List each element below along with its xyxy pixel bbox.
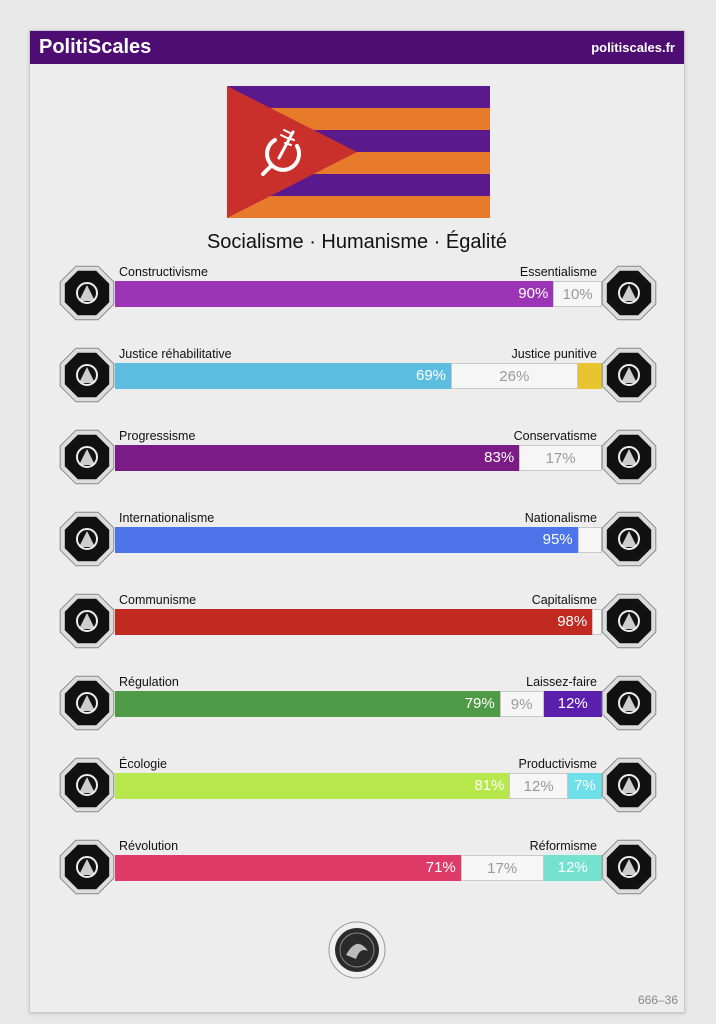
axis-row [30, 757, 684, 817]
quill-icon [599, 427, 659, 487]
left-score-segment [115, 527, 578, 553]
axis-left-label: Régulation [119, 675, 179, 689]
axis-left-label: Progressisme [119, 429, 196, 443]
tree-icon [599, 263, 659, 323]
axis-row [30, 839, 684, 899]
left-score-segment [115, 609, 592, 635]
axis-right-label: Productivisme [518, 757, 597, 771]
bird-icon [57, 755, 117, 815]
axis-bar [115, 281, 602, 307]
score-percent: 17% [487, 860, 518, 877]
score-percent: 69% [415, 367, 447, 384]
fist-icon [57, 837, 117, 897]
hammer-sickle-icon [57, 591, 117, 651]
money-bag-icon [599, 591, 659, 651]
slogan: Socialisme · Humanisme · Égalité [206, 231, 508, 253]
left-score-segment [115, 445, 519, 471]
score-percent: 7% [574, 777, 596, 794]
axis-left-label: Internationalisme [119, 511, 215, 525]
result-card [29, 30, 685, 1013]
axis-right-label: Conservatisme [513, 429, 597, 443]
site-link[interactable]: politiscales.fr [591, 40, 675, 55]
politiscales-seal-icon [328, 921, 386, 979]
axis-left-label: Révolution [119, 839, 179, 853]
axis-bar [115, 527, 602, 553]
neutral-score-segment [451, 363, 578, 389]
axis-left-label: Justice réhabilitative [119, 347, 232, 361]
score-percent: 12% [557, 859, 588, 876]
prison-bars-icon [599, 345, 659, 405]
axis-left-label: Communisme [119, 593, 197, 607]
axis-right-label: Justice punitive [511, 347, 597, 361]
axis-bar [115, 445, 602, 471]
neutral-score-segment [509, 773, 567, 799]
axis-right-label: Capitalisme [531, 593, 597, 607]
neutral-score-segment [500, 691, 544, 717]
neutral-score-segment [461, 855, 544, 881]
score-percent: 83% [484, 449, 515, 466]
ballot-box-icon [599, 837, 659, 897]
result-code: 666–36 [637, 993, 678, 1007]
axis-right-label: Réformisme [529, 839, 597, 853]
handshake-icon [57, 345, 117, 405]
butterfly-icon [599, 673, 659, 733]
left-score-segment [115, 773, 509, 799]
score-percent: 79% [464, 695, 495, 712]
axis-row [30, 429, 684, 489]
flag-image [227, 86, 490, 218]
score-percent: 95% [542, 531, 573, 548]
right-score-segment [568, 773, 602, 799]
score-percent: 9% [510, 696, 533, 713]
score-percent: 26% [499, 368, 530, 385]
axis-row [30, 511, 684, 571]
neutral-score-segment [519, 445, 602, 471]
left-score-segment [115, 281, 553, 307]
right-score-segment [544, 855, 602, 881]
eye-icon [57, 263, 117, 323]
gear-icon [599, 755, 659, 815]
axis-row [30, 675, 684, 735]
axis-bar [115, 773, 602, 799]
axis-right-label: Essentialisme [519, 265, 597, 279]
brand-title: PolitiScales [39, 36, 152, 58]
axis-bar [115, 363, 602, 389]
score-percent: 81% [474, 777, 505, 794]
rocket-icon [57, 427, 117, 487]
axis-row [30, 265, 684, 325]
score-percent: 90% [518, 285, 549, 302]
score-percent: 98% [557, 613, 588, 630]
score-percent: 12% [523, 778, 554, 795]
axis-right-label: Nationalisme [524, 511, 597, 525]
axis-bar [115, 691, 602, 717]
left-score-segment [115, 691, 500, 717]
flag-icon [599, 509, 659, 569]
neutral-score-segment [553, 281, 602, 307]
axis-row [30, 347, 684, 407]
axis-bar [115, 855, 602, 881]
axis-left-label: Constructivisme [119, 265, 208, 279]
app-header [30, 31, 684, 64]
score-percent: 12% [557, 695, 588, 712]
axis-row [30, 593, 684, 653]
left-score-segment [115, 363, 451, 389]
axis-bar [115, 609, 602, 635]
axis-right-label: Laissez-faire [526, 675, 597, 689]
globe-icon [57, 509, 117, 569]
score-percent: 10% [562, 286, 593, 303]
axis-left-label: Écologie [119, 757, 167, 771]
score-percent: 71% [425, 859, 456, 876]
shield-icon [57, 673, 117, 733]
left-score-segment [115, 855, 461, 881]
right-score-segment [544, 691, 602, 717]
score-percent: 17% [545, 450, 576, 467]
